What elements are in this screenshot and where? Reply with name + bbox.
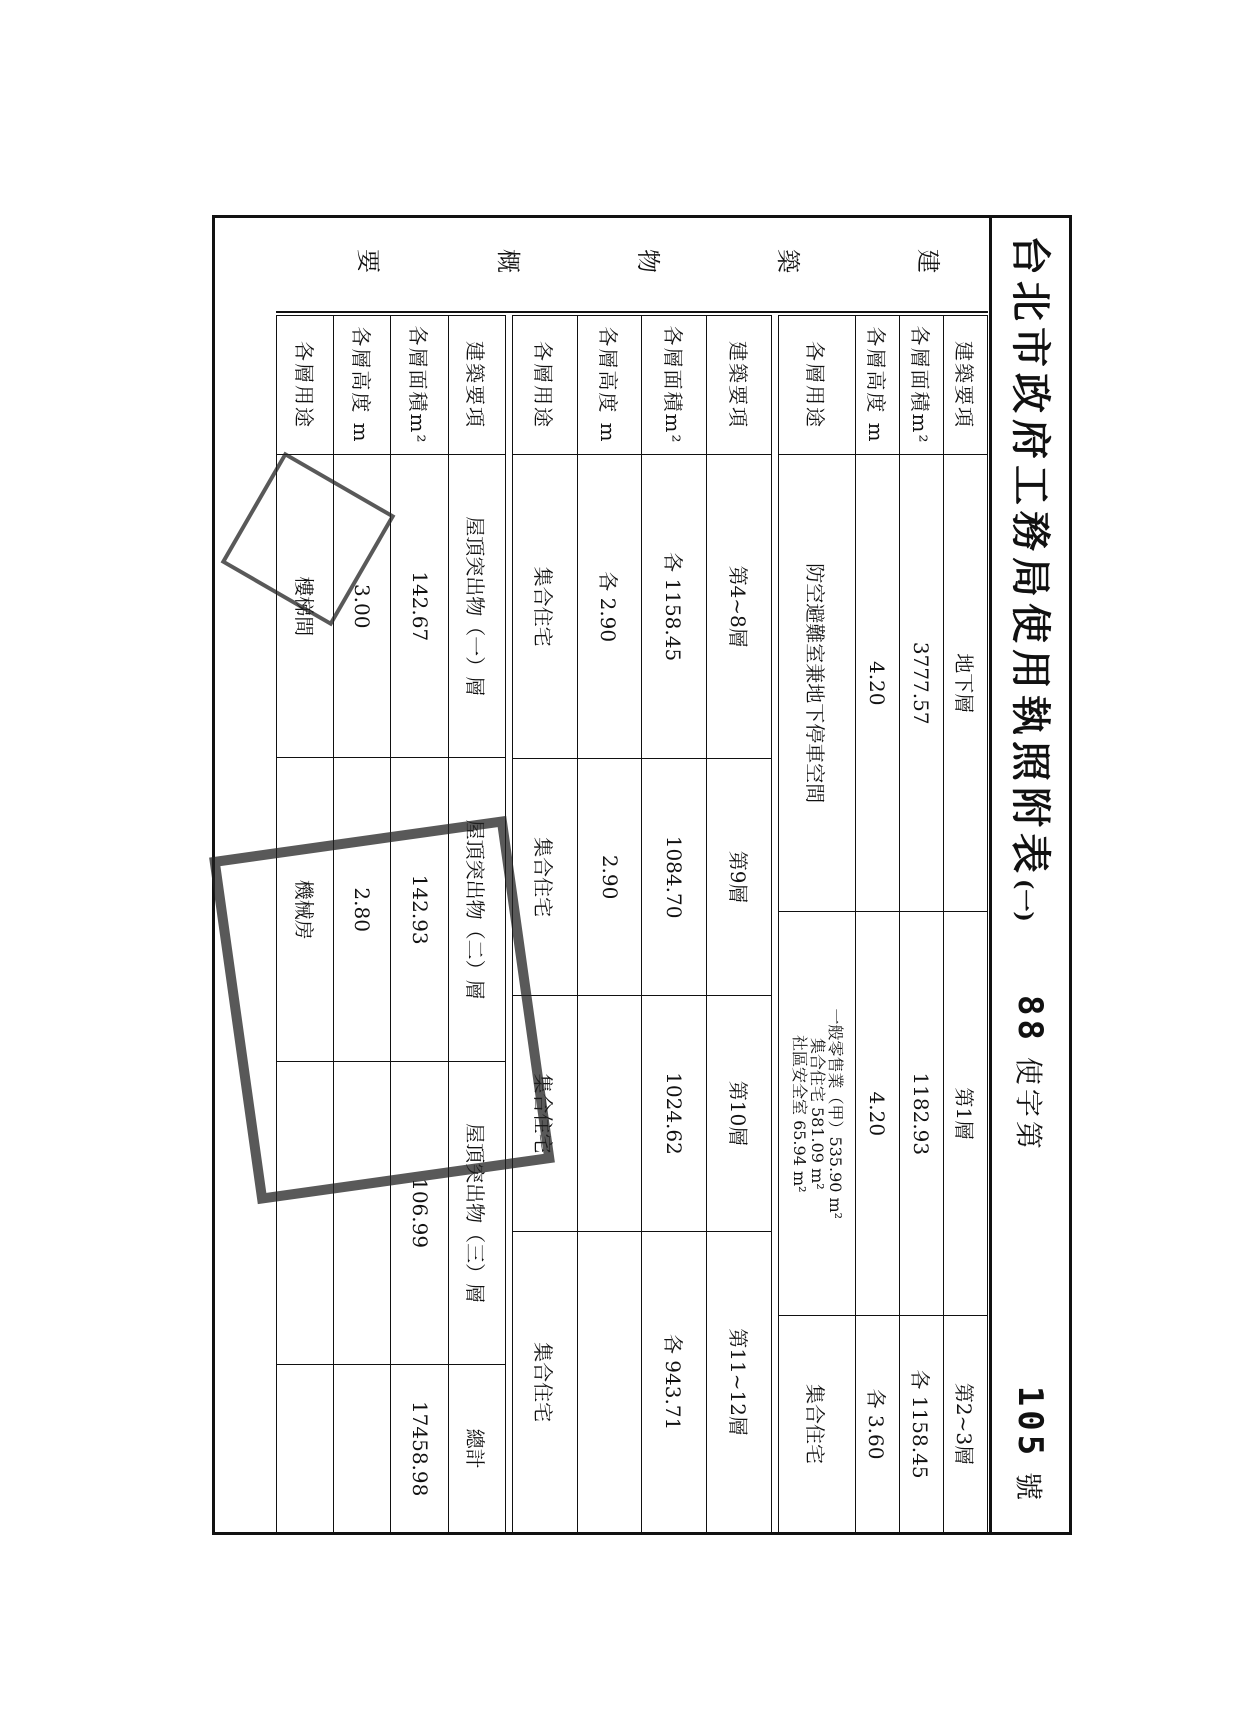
cell-height: 各 2.90	[577, 455, 642, 759]
cell-use: 防空避難室兼地下停車空間	[779, 455, 856, 912]
header-cell: 各層高度 m	[334, 316, 391, 455]
document-title	[1005, 235, 1062, 922]
cell-area: 1024.62	[642, 995, 707, 1231]
cell-name: 第4~8層	[707, 455, 772, 759]
header-cell: 各層用途	[513, 316, 578, 455]
cell-name: 第11~12層	[707, 1232, 772, 1533]
cell-name: 地下層	[943, 455, 987, 912]
cell-use: 集合住宅	[513, 455, 578, 759]
cell-height: 4.20	[855, 912, 899, 1316]
permit-sheet	[212, 215, 1072, 1535]
header-cell: 各層面積m²	[391, 316, 448, 455]
official-stamp	[209, 816, 555, 1204]
side-label: 建	[914, 249, 942, 273]
cell-name: 屋頂突出物（一）層	[448, 455, 505, 758]
cell-use: 集合住宅	[513, 759, 578, 995]
permit-prefix: 88	[1010, 995, 1050, 1044]
header-cell: 各層面積m²	[642, 316, 707, 455]
table-row	[943, 316, 987, 1533]
cell-height	[334, 1365, 391, 1533]
cell-name: 第2~3層	[943, 1316, 987, 1533]
table-row	[513, 316, 578, 1533]
header-cell: 各層用途	[277, 316, 334, 455]
cell-name: 屋頂突出物（二）層	[448, 758, 505, 1061]
cell-area: 106.99	[391, 1061, 448, 1364]
side-label: 概	[494, 249, 522, 273]
cell-name: 第10層	[707, 995, 772, 1231]
cell-use: 集合住宅	[779, 1316, 856, 1533]
side-label-column	[276, 215, 988, 313]
header-cell: 各層用途	[779, 316, 856, 455]
cell-name: 屋頂突出物（三）層	[448, 1061, 505, 1364]
permit-number-line	[1010, 995, 1050, 1504]
cell-name: 第9層	[707, 759, 772, 995]
cell-area: 142.67	[391, 455, 448, 758]
header-cell: 建築要項	[943, 316, 987, 455]
table-row	[707, 316, 772, 1533]
cell-height: 3.00	[334, 455, 391, 758]
cell-name: 總計	[448, 1365, 505, 1533]
table-row	[899, 316, 943, 1533]
cell-name: 第1層	[943, 912, 987, 1316]
table-2	[512, 315, 772, 1533]
cell-use: 集合住宅	[513, 1232, 578, 1533]
permit-number: 105	[1010, 1385, 1050, 1460]
header-cell: 各層面積m²	[899, 316, 943, 455]
cell-height: 2.90	[577, 759, 642, 995]
cell-height: 4.20	[855, 455, 899, 912]
table-row	[855, 316, 899, 1533]
header-cell: 各層高度 m	[577, 316, 642, 455]
cell-area: 17458.98	[391, 1365, 448, 1533]
title-suffix: (一)	[1011, 879, 1037, 922]
table-row	[779, 316, 856, 1533]
side-label: 物	[634, 249, 662, 273]
header-cell: 建築要項	[448, 316, 505, 455]
cell-area: 各 943.71	[642, 1232, 707, 1533]
cell-use	[277, 1365, 334, 1533]
cell-height: 2.80	[334, 758, 391, 1061]
cell-use: 機械房	[277, 758, 334, 1061]
side-label: 築	[774, 249, 802, 273]
cell-height	[577, 995, 642, 1231]
side-label: 要	[354, 249, 382, 273]
cell-use: 一般零售業（甲）535.90 m² 集合住宅 581.09 m² 社區安全室 65.94 m²	[779, 912, 856, 1316]
cell-area: 3777.57	[899, 455, 943, 912]
permit-suffix: 號	[1012, 1472, 1045, 1505]
cell-height	[577, 1232, 642, 1533]
cell-area: 1182.93	[899, 912, 943, 1316]
header-cell: 各層高度 m	[855, 316, 899, 455]
cell-area: 1084.70	[642, 759, 707, 995]
cell-height: 各 3.60	[855, 1316, 899, 1533]
cell-use: 集合住宅	[513, 995, 578, 1231]
cell-area: 各 1158.45	[642, 455, 707, 759]
table-row	[577, 316, 642, 1533]
cell-area: 各 1158.45	[899, 1316, 943, 1533]
cell-use: 樓梯間	[277, 455, 334, 758]
table-1	[778, 315, 988, 1533]
table-row	[642, 316, 707, 1533]
cell-area: 142.93	[391, 758, 448, 1061]
permit-mid: 使字第	[1012, 1056, 1045, 1153]
title-area	[989, 215, 1072, 1535]
title-text: 台北市政府工務局使用執照附表	[1007, 235, 1054, 879]
header-cell: 建築要項	[707, 316, 772, 455]
